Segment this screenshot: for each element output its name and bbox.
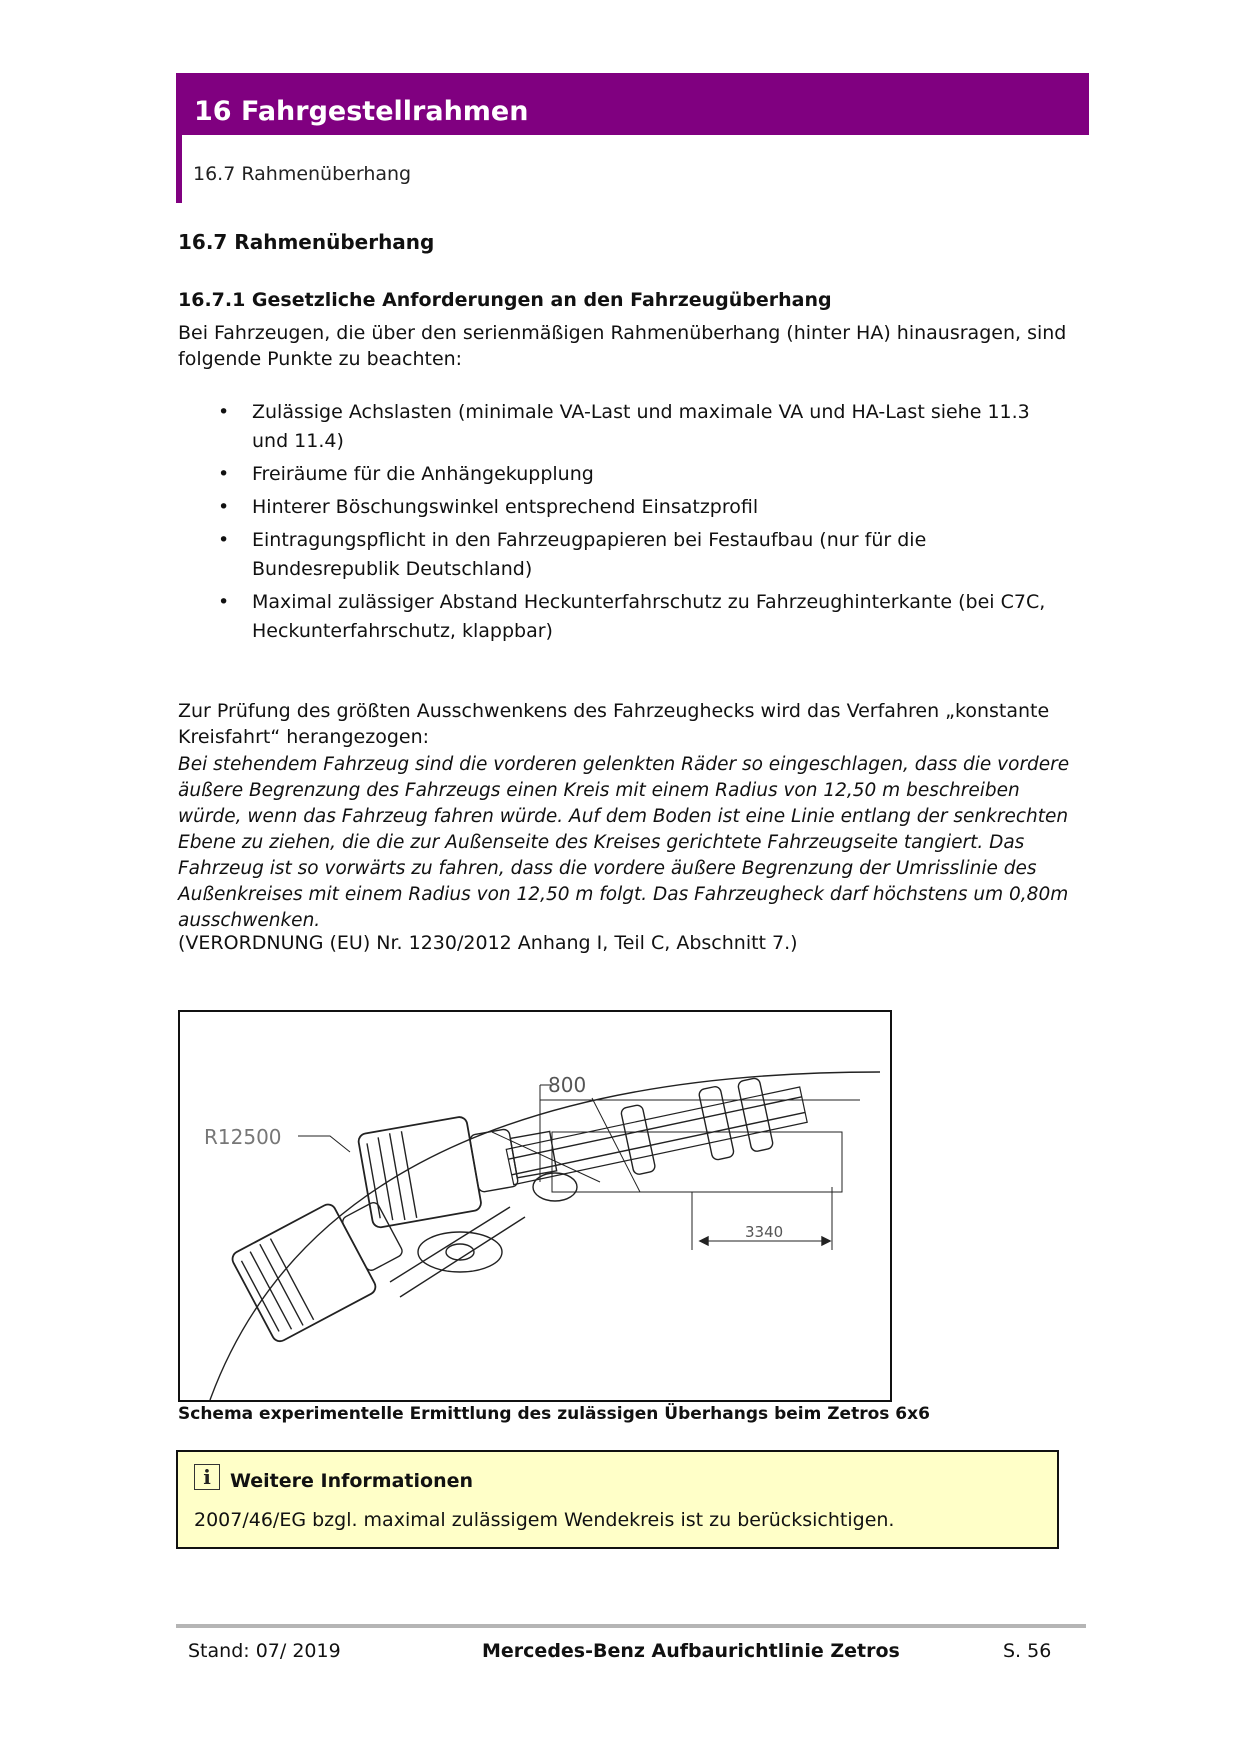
list-item	[212, 398, 1062, 456]
list-item	[212, 526, 1062, 584]
bullet-icon: •	[218, 496, 230, 518]
list-item-text: Eintragungspflicht in den Fahrzeugpapieren bei Festaufbau (nur für die Bundesrepublik Deutschland)	[252, 529, 927, 580]
requirements-list	[212, 398, 1062, 650]
list-item-text: Freiräume für die Anhängekupplung	[252, 463, 594, 485]
bullet-icon: •	[218, 529, 230, 551]
cab-turned	[230, 1183, 414, 1344]
list-item	[212, 493, 1062, 522]
bullet-icon: •	[218, 401, 230, 423]
regulation-reference: (VERORDNUNG (EU) Nr. 1230/2012 Anhang I, Teil C, Abschnitt 7.)	[178, 932, 798, 954]
regulation-quote: Bei stehendem Fahrzeug sind die vorderen gelenkten Räder so eingeschlagen, dass die vordere äußere Begrenzung des Fahrzeugs einen Kreis mit einem Radius von 12,50 m beschreiben würde, wenn das Fahrzeug fahren würde. Auf dem Boden ist eine Linie entlang der senkrechten Ebene zu ziehen, die die zur Außenseite des Kreises gerichtete Fahrzeugseite tangiert. Das Fahrzeug ist so vorwärts zu fahren, dass die vordere äußere Begrenzung der Umrisslinie des Außenkreises mit einem Radius von 12,50 m folgt. Das Fahrzeugheck darf höchstens um 0,80m ausschwenken.	[178, 754, 1070, 931]
bullet-icon: •	[218, 591, 230, 613]
chapter-header-accent	[176, 73, 182, 203]
footer-rule	[176, 1624, 1086, 1628]
cab-straight	[357, 1102, 561, 1229]
radius-leader	[298, 1136, 350, 1152]
info-box-text: 2007/46/EG bzgl. maximal zulässigem Wendekreis ist zu berücksichtigen.	[194, 1509, 895, 1531]
swing-label: 800	[548, 1073, 587, 1097]
list-item-text: Hinterer Böschungswinkel entsprechend Einsatzprofil	[252, 496, 759, 518]
radius-label: R12500	[204, 1125, 282, 1149]
intro-paragraph: Bei Fahrzeugen, die über den serienmäßigen Rahmenüberhang (hinter HA) hinausragen, sind folgende Punkte zu beachten:	[178, 322, 1067, 370]
overhang-label: 3340	[745, 1223, 784, 1241]
turning-circle-figure	[178, 1010, 892, 1402]
info-icon: i	[194, 1464, 220, 1490]
footer-page-number: S. 56	[1003, 1640, 1052, 1662]
subsection-heading: 16.7.1 Gesetzliche Anforderungen an den Fahrzeugüberhang	[178, 289, 832, 311]
list-item	[212, 588, 1062, 646]
list-item-text: Zulässige Achslasten (minimale VA-Last und maximale VA und HA-Last siehe 11.3 und 11.4)	[252, 401, 1030, 452]
chapter-title: 16 Fahrgestellrahmen	[194, 96, 529, 127]
footer-document-title: Mercedes-Benz Aufbaurichtlinie Zetros	[482, 1640, 900, 1662]
list-item	[212, 460, 1062, 489]
list-item-text: Maximal zulässiger Abstand Heckunterfahrschutz zu Fahrzeughinterkante (bei C7C, Heckunterfahrschutz, klappbar)	[252, 591, 1046, 642]
bullet-icon: •	[218, 463, 230, 485]
figure-caption: Schema experimentelle Ermittlung des zulässigen Überhangs beim Zetros 6x6	[178, 1404, 930, 1424]
chapter-subtitle: 16.7 Rahmenüberhang	[193, 163, 412, 185]
method-paragraph: Zur Prüfung des größten Ausschwenkens des Fahrzeughecks wird das Verfahren „konstante Kreisfahrt“ herangezogen:	[178, 700, 1050, 748]
section-heading: 16.7 Rahmenüberhang	[178, 230, 435, 254]
info-box	[176, 1450, 1059, 1549]
info-box-title: Weitere Informationen	[230, 1470, 474, 1492]
footer-date: Stand: 07/ 2019	[188, 1640, 341, 1662]
vehicle-swing-diagram	[180, 1012, 890, 1400]
